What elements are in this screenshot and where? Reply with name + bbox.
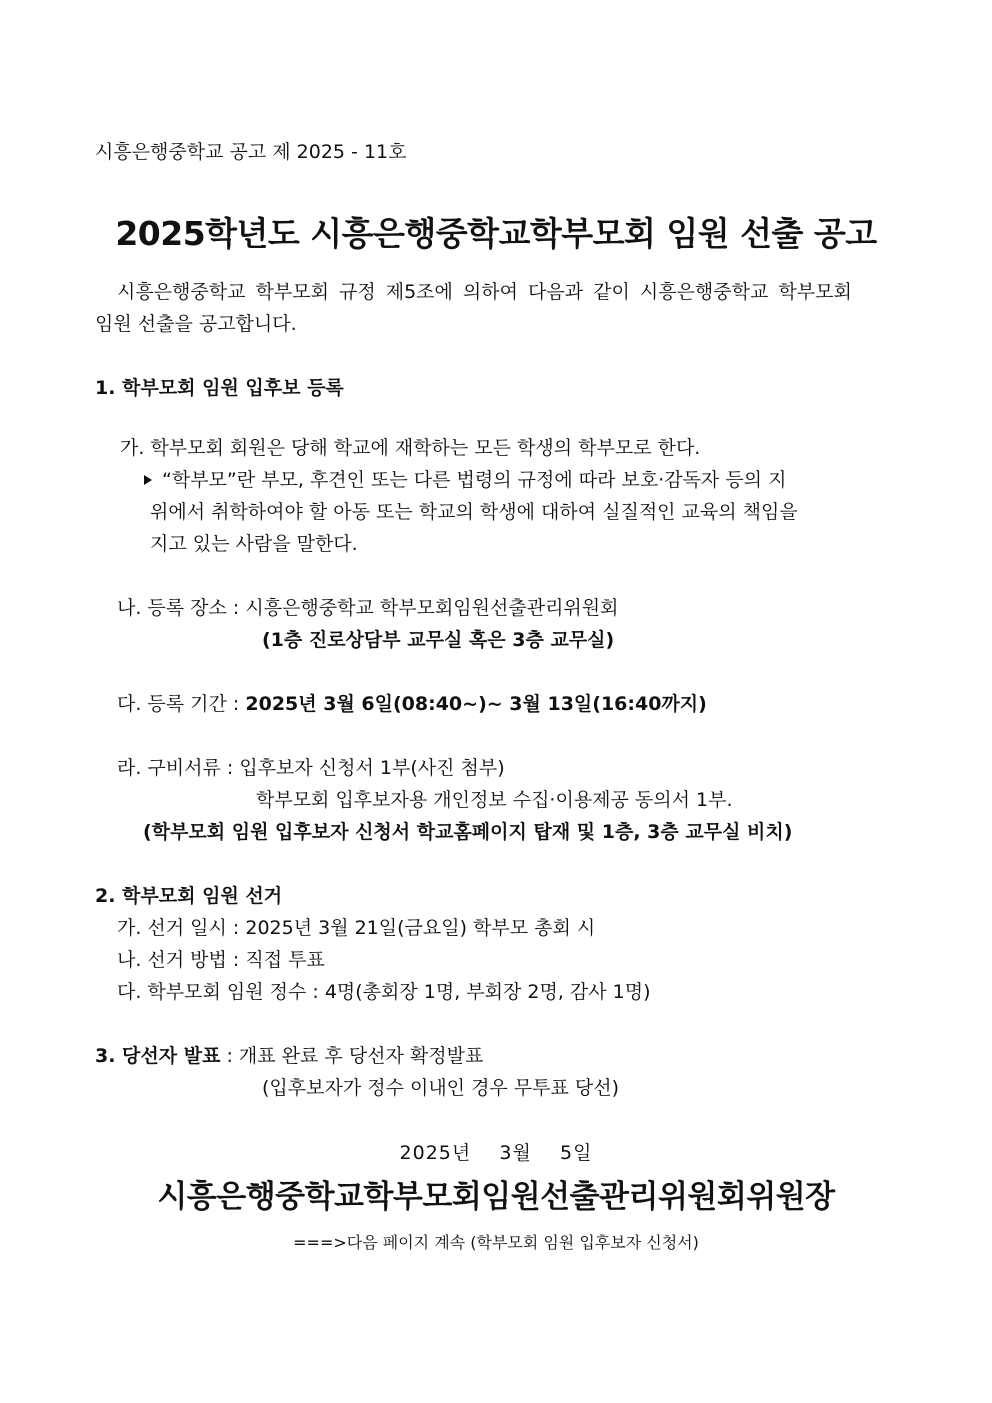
- definition-note-line-3: 지고 있는 사람을 말한다.: [150, 533, 358, 555]
- definition-note-line-1: [144, 468, 786, 492]
- required-documents-label: 라. 구비서류 :: [117, 757, 240, 779]
- section1-item-ra: [117, 756, 505, 780]
- definition-note-text: “학부모”란 부모, 후견인 또는 다른 법령의 규정에 따라 보호·감독자 등의 지: [162, 469, 787, 491]
- section2-item-da: 다. 학부모회 임원 정수 : 4명(총회장 1명, 부회장 2명, 감사 1명): [117, 981, 651, 1003]
- section3-line: [95, 1044, 483, 1068]
- triangle-bullet-icon: [144, 475, 152, 485]
- registration-period-label: 다. 등록 기간 :: [117, 693, 246, 715]
- section2-item-ga: 가. 선거 일시 : 2025년 3월 21일(금요일) 학부모 총회 시: [117, 917, 596, 939]
- section2-item-na: 나. 선거 방법 : 직접 투표: [117, 949, 325, 971]
- definition-note-line-2: 위에서 취학하여야 할 아동 또는 학교의 학생에 대하여 실질적인 교육의 책임을: [150, 501, 798, 523]
- section3-sub: (입후보자가 정수 이내인 경우 무투표 당선): [262, 1077, 620, 1099]
- intro-line-2: 임원 선출을 공고합니다.: [95, 313, 297, 335]
- required-documents-value-1: 입후보자 신청서 1부(사진 첨부): [239, 757, 505, 779]
- section2-heading: 2. 학부모회 임원 선거: [95, 885, 283, 907]
- section1-item-da: [117, 692, 707, 716]
- registration-place-value: 시흥은행중학교 학부모회임원선출관리위원회: [245, 597, 619, 619]
- continue-note: ===>다음 페이지 계속 (학부모회 임원 입후보자 신청서): [293, 1233, 699, 1252]
- document-title: 2025학년도 시흥은행중학교학부모회 임원 선출 공고: [115, 214, 877, 253]
- section1-item-na: [117, 596, 619, 620]
- required-documents-note: (학부모회 임원 입후보자 신청서 학교홈페이지 탑재 및 1층, 3층 교무실 비치): [143, 821, 793, 843]
- intro-line-1: 시흥은행중학교 학부모회 규정 제5조에 의하여 다음과 같이 시흥은행중학교 학부모회: [117, 281, 852, 303]
- section3-value: : 개표 완료 후 당선자 확정발표: [220, 1045, 484, 1067]
- notice-number: 시흥은행중학교 공고 제 2025 - 11호: [95, 141, 407, 163]
- registration-period-value: 2025년 3월 6일(08:40~)~ 3월 13일(16:40까지): [245, 693, 707, 715]
- signature-title: 시흥은행중학교학부모회임원선출관리위원회위원장: [157, 1179, 835, 1215]
- required-documents-value-2: 학부모회 입후보자용 개인정보 수집·이용제공 동의서 1부.: [256, 789, 733, 811]
- section3-heading: 3. 당선자 발표: [95, 1045, 221, 1067]
- section1-item-ga: 가. 학부모회 회원은 당해 학교에 재학하는 모든 학생의 학부모로 한다.: [120, 437, 701, 459]
- section1-heading: 1. 학부모회 임원 입후보 등록: [95, 377, 344, 399]
- registration-place-label: 나. 등록 장소 :: [117, 597, 246, 619]
- announcement-date: 2025년 3월 5일: [399, 1142, 593, 1164]
- registration-place-sub: (1층 진로상담부 교무실 혹은 3층 교무실): [262, 629, 615, 651]
